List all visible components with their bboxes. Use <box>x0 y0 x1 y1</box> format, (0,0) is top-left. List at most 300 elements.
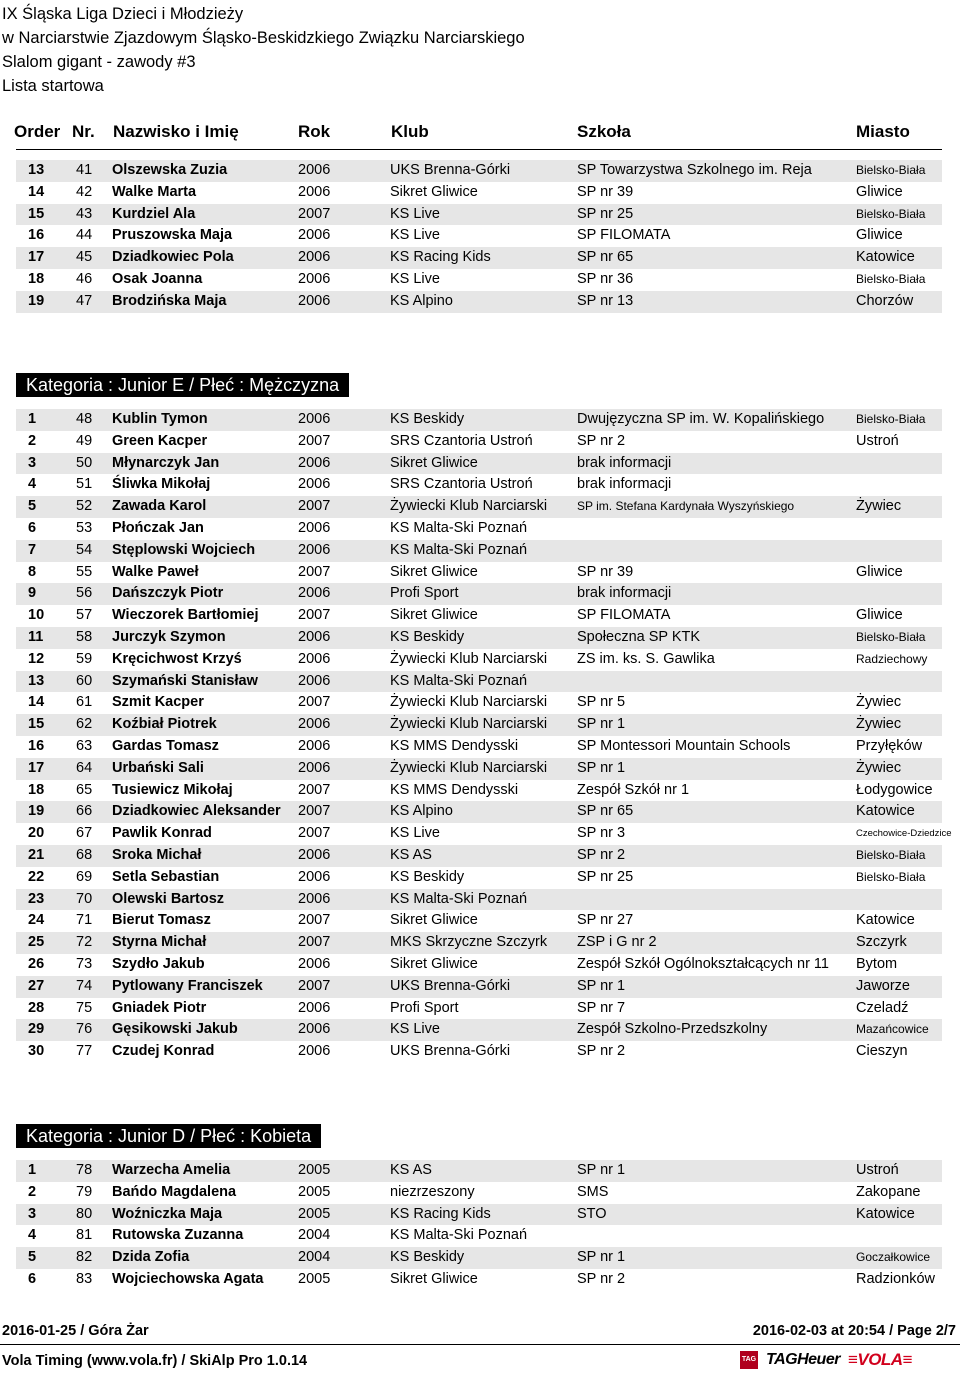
cell-name: Kurdziel Ala <box>112 205 196 222</box>
cell-club: KS MMS Dendysski <box>390 781 519 798</box>
cell-nr: 81 <box>76 1227 93 1244</box>
cell-order: 10 <box>28 607 45 624</box>
table-row <box>16 736 942 758</box>
cell-club: niezrzeszony <box>390 1183 475 1200</box>
cell-school: SP nr 25 <box>577 205 634 222</box>
cell-nr: 59 <box>76 650 93 667</box>
cell-nr: 44 <box>76 227 93 244</box>
cell-nr: 50 <box>76 454 93 471</box>
cell-name: Osak Joanna <box>112 270 203 287</box>
cell-order: 23 <box>28 890 45 907</box>
cell-year: 2007 <box>298 432 331 449</box>
cell-city: Bielsko-Biała <box>856 206 926 221</box>
cell-city: Bielsko-Biała <box>856 412 926 426</box>
cell-order: 1 <box>28 1162 37 1178</box>
cell-school: Zespół Szkół Ogólnokształcących nr 11 <box>577 955 829 972</box>
col-nr: Nr. <box>72 122 95 141</box>
cell-name: Dańszczyk Piotr <box>112 585 224 602</box>
cell-name: Setla Sebastian <box>112 868 220 885</box>
footer-software: Vola Timing (www.vola.fr) / SkiAlp Pro 1.0.14 <box>2 1353 308 1369</box>
table-row <box>16 845 942 867</box>
cell-year: 2006 <box>298 411 331 427</box>
cell-nr: 71 <box>76 912 93 929</box>
cell-order: 15 <box>28 205 45 222</box>
cell-year: 2007 <box>298 563 331 580</box>
cell-order: 30 <box>28 1043 45 1060</box>
cell-year: 2005 <box>298 1183 331 1200</box>
cell-order: 5 <box>28 1249 37 1266</box>
cell-year: 2006 <box>298 846 331 863</box>
cell-order: 21 <box>28 846 45 863</box>
cell-order: 28 <box>28 999 45 1016</box>
cell-city: Gliwice <box>856 227 903 244</box>
cell-order: 16 <box>28 227 45 244</box>
cell-nr: 76 <box>76 1021 93 1038</box>
cell-name: Warzecha Amelia <box>112 1162 231 1178</box>
cell-nr: 61 <box>76 694 93 711</box>
cell-nr: 60 <box>76 672 93 689</box>
cell-school: SP nr 25 <box>577 868 634 885</box>
cell-year: 2006 <box>298 650 331 667</box>
cell-school: SP Montessori Mountain Schools <box>577 737 791 754</box>
cell-school: SMS <box>577 1183 609 1200</box>
table-row <box>16 998 942 1020</box>
cell-year: 2004 <box>298 1249 331 1266</box>
cell-order: 15 <box>28 716 45 733</box>
table-row <box>16 562 942 584</box>
cell-city: Katowice <box>856 1205 915 1222</box>
cell-year: 2007 <box>298 781 331 798</box>
cell-club: SRS Czantoria Ustroń <box>390 476 533 493</box>
cell-order: 14 <box>28 694 45 711</box>
cell-nr: 51 <box>76 476 93 493</box>
table-row <box>16 801 942 823</box>
cell-year: 2006 <box>298 227 331 244</box>
cell-order: 20 <box>28 825 45 842</box>
cell-nr: 67 <box>76 825 93 842</box>
table-row <box>16 671 942 693</box>
cell-club: Żywiecki Klub Narciarski <box>390 498 548 515</box>
col-year: Rok <box>298 122 331 141</box>
tag-heuer-shield-icon: TAG <box>740 1351 758 1369</box>
cell-year: 2005 <box>298 1205 331 1222</box>
cell-name: Rutowska Zuzanna <box>112 1227 244 1244</box>
cell-order: 16 <box>28 737 45 754</box>
footer-rule <box>0 1344 960 1345</box>
cell-order: 13 <box>28 162 45 178</box>
cell-school: SP nr 5 <box>577 694 626 711</box>
cell-city: Katowice <box>856 249 915 266</box>
cell-club: SRS Czantoria Ustroń <box>390 432 533 449</box>
cell-club: Sikret Gliwice <box>390 183 478 200</box>
cell-club: KS Alpino <box>390 292 453 309</box>
cell-club: KS Live <box>390 1021 440 1038</box>
table-row <box>16 409 942 431</box>
cell-city: Gliwice <box>856 183 903 200</box>
cell-order: 19 <box>28 803 45 820</box>
table-row <box>16 540 942 562</box>
cell-club: UKS Brenna-Górki <box>390 162 511 178</box>
cell-school: SP FILOMATA <box>577 607 671 624</box>
cell-school: SP nr 1 <box>577 1249 626 1266</box>
cell-club: UKS Brenna-Górki <box>390 977 511 994</box>
cell-order: 6 <box>28 1270 37 1287</box>
cell-school: SP nr 65 <box>577 249 634 266</box>
cell-nr: 42 <box>76 183 93 200</box>
cell-name: Kublin Tymon <box>112 411 208 427</box>
cell-year: 2005 <box>298 1162 331 1178</box>
cell-name: Młynarczyk Jan <box>112 454 220 471</box>
cell-order: 29 <box>28 1021 45 1038</box>
cell-school: ZS im. ks. S. Gawlika <box>577 650 715 667</box>
cell-school: SP nr 39 <box>577 183 634 200</box>
cell-year: 2006 <box>298 249 331 266</box>
cell-order: 27 <box>28 977 45 994</box>
cell-school: Zespół Szkolno-Przedszkolny <box>577 1021 768 1038</box>
cell-year: 2006 <box>298 183 331 200</box>
table-row <box>16 1269 942 1291</box>
cell-name: Wieczorek Bartłomiej <box>112 607 259 624</box>
cell-year: 2006 <box>298 999 331 1016</box>
cell-club: KS Beskidy <box>390 868 465 885</box>
cell-nr: 79 <box>76 1183 93 1200</box>
cell-club: Sikret Gliwice <box>390 454 478 471</box>
category-header-junior-e-m: Kategoria : Junior E / Płeć : Mężczyzna <box>16 373 349 397</box>
cell-club: UKS Brenna-Górki <box>390 1043 511 1060</box>
cell-club: KS Malta-Ski Poznań <box>390 672 528 689</box>
cell-year: 2006 <box>298 162 331 178</box>
cell-city: Katowice <box>856 803 915 820</box>
sponsor-logos <box>740 1349 912 1371</box>
cell-year: 2006 <box>298 759 331 776</box>
cell-order: 8 <box>28 563 37 580</box>
cell-school: Społeczna SP KTK <box>577 628 701 645</box>
cell-name: Walke Marta <box>112 183 197 200</box>
cell-nr: 46 <box>76 270 93 287</box>
cell-order: 25 <box>28 934 45 951</box>
cell-year: 2007 <box>298 912 331 929</box>
cell-name: Bierut Tomasz <box>112 912 211 929</box>
table-row <box>16 714 942 736</box>
cell-order: 14 <box>28 183 45 200</box>
cell-year: 2006 <box>298 519 331 536</box>
cell-order: 22 <box>28 868 45 885</box>
cell-club: KS Malta-Ski Poznań <box>390 1227 528 1244</box>
cell-club: KS Malta-Ski Poznań <box>390 519 528 536</box>
cell-name: Dziadkowiec Pola <box>112 249 234 266</box>
cell-year: 2007 <box>298 607 331 624</box>
cell-club: Profi Sport <box>390 999 459 1016</box>
cell-year: 2006 <box>298 868 331 885</box>
cell-name: Walke Paweł <box>112 563 199 580</box>
cell-school: SP Towarzystwa Szkolnego im. Reja <box>577 162 812 178</box>
cell-nr: 69 <box>76 868 93 885</box>
cell-year: 2005 <box>298 1270 331 1287</box>
cell-club: Żywiecki Klub Narciarski <box>390 716 548 733</box>
table-row <box>16 204 942 226</box>
table-row <box>16 474 942 496</box>
cell-year: 2006 <box>298 270 331 287</box>
cell-name: Urbański Sali <box>112 759 204 776</box>
cell-year: 2007 <box>298 498 331 515</box>
footer-printed: 2016-02-03 at 20:54 / Page 2/7 <box>752 1323 956 1339</box>
cell-order: 4 <box>28 1227 37 1244</box>
cell-city: Szczyrk <box>856 934 907 951</box>
league-title: IX Śląska Liga Dzieci i Młodzieży <box>2 5 244 23</box>
cell-nr: 58 <box>76 628 93 645</box>
cell-school: SP nr 27 <box>577 912 634 929</box>
cell-nr: 54 <box>76 541 93 558</box>
cell-year: 2007 <box>298 694 331 711</box>
cell-nr: 55 <box>76 563 93 580</box>
cell-club: KS AS <box>390 846 432 863</box>
cell-school: SP nr 1 <box>577 1162 626 1178</box>
cell-school: STO <box>577 1205 607 1222</box>
table-row <box>16 932 942 954</box>
cell-city: Zakopane <box>856 1183 921 1200</box>
cell-school: SP im. Stefana Kardynała Wyszyńskiego <box>577 499 795 514</box>
cell-club: KS AS <box>390 1162 432 1178</box>
table-row <box>16 692 942 714</box>
cell-order: 2 <box>28 432 37 449</box>
cell-nr: 64 <box>76 759 93 776</box>
table-row <box>16 496 942 518</box>
cell-name: Tusiewicz Mikołaj <box>112 781 233 798</box>
cell-order: 5 <box>28 498 37 515</box>
cell-school: SP nr 1 <box>577 716 626 733</box>
cell-nr: 68 <box>76 846 93 863</box>
cell-order: 2 <box>28 1183 37 1200</box>
cell-city: Jaworze <box>856 977 910 994</box>
table-row <box>16 649 942 671</box>
cell-club: KS Live <box>390 227 440 244</box>
cell-order: 3 <box>28 454 37 471</box>
table-row <box>16 225 942 247</box>
cell-nr: 56 <box>76 585 93 602</box>
vola-logo: ≡VOLA≡ <box>847 1350 912 1369</box>
cell-nr: 65 <box>76 781 93 798</box>
cell-school: ZSP i G nr 2 <box>577 934 657 951</box>
table-row <box>16 1204 942 1226</box>
cell-nr: 75 <box>76 999 93 1016</box>
cell-school: SP nr 36 <box>577 270 634 287</box>
cell-nr: 52 <box>76 498 93 515</box>
cell-nr: 48 <box>76 411 93 427</box>
cell-club: KS Malta-Ski Poznań <box>390 890 528 907</box>
cell-nr: 70 <box>76 890 93 907</box>
table-row <box>16 976 942 998</box>
cell-name: Szydło Jakub <box>112 955 205 972</box>
list-title: Lista startowa <box>2 77 104 95</box>
cell-order: 11 <box>28 628 44 645</box>
cell-school: SP nr 7 <box>577 999 626 1016</box>
cell-year: 2006 <box>298 890 331 907</box>
cell-city: Goczałkowice <box>856 1250 931 1265</box>
footer-date-place: 2016-01-25 / Góra Żar <box>2 1323 149 1339</box>
cell-name: Woźniczka Maja <box>112 1205 223 1222</box>
cell-order: 13 <box>28 672 45 689</box>
cell-club: Żywiecki Klub Narciarski <box>390 650 548 667</box>
cell-name: Pawlik Konrad <box>112 825 212 842</box>
cell-year: 2006 <box>298 628 331 645</box>
table-section-1 <box>16 160 942 313</box>
cell-nr: 63 <box>76 737 93 754</box>
table-row <box>16 453 942 475</box>
col-city: Miasto <box>856 122 910 141</box>
cell-order: 3 <box>28 1205 37 1222</box>
cell-school: SP nr 2 <box>577 846 626 863</box>
cell-nr: 78 <box>76 1162 93 1178</box>
cell-school: SP FILOMATA <box>577 227 671 244</box>
table-section-2 <box>16 409 952 1063</box>
cell-year: 2006 <box>298 955 331 972</box>
cell-year: 2004 <box>298 1227 331 1244</box>
tag-heuer-logo: TAGHeuer <box>766 1351 840 1368</box>
cell-name: Bańdo Magdalena <box>112 1183 237 1200</box>
table-row <box>16 867 942 889</box>
cell-order: 26 <box>28 955 45 972</box>
cell-city: Radziechowy <box>856 651 928 666</box>
cell-name: Dziadkowiec Aleksander <box>112 803 281 820</box>
cell-school: Dwujęzyczna SP im. W. Kopalińskiego <box>577 411 825 427</box>
cell-nr: 66 <box>76 803 93 820</box>
cell-club: Profi Sport <box>390 585 459 602</box>
col-school: Szkoła <box>577 122 631 141</box>
table-row <box>16 583 942 605</box>
cell-name: Olewski Bartosz <box>112 890 225 907</box>
cell-nr: 62 <box>76 716 93 733</box>
cell-city: Czechowice-Dziedzice <box>856 828 952 840</box>
cell-club: KS Beskidy <box>390 1249 465 1266</box>
table-row <box>16 247 942 269</box>
league-subtitle: w Narciarstwie Zjazdowym Śląsko-Beskidzkiego Związku Narciarskiego <box>2 29 525 47</box>
cell-club: KS Malta-Ski Poznań <box>390 541 528 558</box>
cell-club: Sikret Gliwice <box>390 955 478 972</box>
cell-club: KS Live <box>390 825 440 842</box>
cell-year: 2007 <box>298 825 331 842</box>
cell-city: Katowice <box>856 912 915 929</box>
table-row <box>16 1182 942 1204</box>
cell-city: Gliwice <box>856 563 903 580</box>
category-header-junior-d-k: Kategoria : Junior D / Płeć : Kobieta <box>16 1124 321 1148</box>
cell-name: Pruszowska Maja <box>112 227 233 244</box>
cell-order: 6 <box>28 519 37 536</box>
cell-name: Dzida Zofia <box>112 1249 190 1266</box>
table-row <box>16 889 942 911</box>
cell-city: Żywiec <box>856 716 902 733</box>
cell-club: KS Live <box>390 205 440 222</box>
cell-nr: 83 <box>76 1270 93 1287</box>
cell-order: 18 <box>28 270 45 287</box>
cell-city: Ustroń <box>856 432 899 449</box>
cell-club: KS Racing Kids <box>390 249 491 266</box>
cell-club: KS Beskidy <box>390 628 465 645</box>
cell-order: 17 <box>28 249 45 266</box>
table-row <box>16 758 942 780</box>
cell-club: KS Racing Kids <box>390 1205 491 1222</box>
table-row <box>16 1019 942 1041</box>
cell-year: 2007 <box>298 803 331 820</box>
cell-year: 2006 <box>298 1021 331 1038</box>
col-order: Order <box>14 122 61 141</box>
cell-club: KS Live <box>390 270 440 287</box>
cell-school: SP nr 2 <box>577 1270 626 1287</box>
cell-year: 2006 <box>298 454 331 471</box>
cell-name: Kręcichwost Krzyś <box>112 650 242 667</box>
cell-order: 17 <box>28 759 45 776</box>
cell-order: 1 <box>28 411 37 427</box>
cell-year: 2006 <box>298 716 331 733</box>
cell-school: brak informacji <box>577 585 672 602</box>
cell-nr: 45 <box>76 249 93 266</box>
cell-club: KS Beskidy <box>390 411 465 427</box>
cell-nr: 74 <box>76 977 93 994</box>
cell-order: 12 <box>28 650 45 667</box>
cell-city: Bielsko-Biała <box>856 163 926 177</box>
cell-nr: 53 <box>76 519 93 536</box>
table-row <box>16 627 942 649</box>
table-row <box>16 1041 942 1063</box>
cell-city: Cieszyn <box>856 1043 908 1060</box>
cell-name: Sroka Michał <box>112 846 202 863</box>
cell-order: 7 <box>28 541 37 558</box>
cell-year: 2006 <box>298 1043 331 1060</box>
cell-name: Gęsikowski Jakub <box>112 1021 238 1038</box>
cell-city: Bielsko-Biała <box>856 847 926 862</box>
cell-name: Gardas Tomasz <box>112 737 219 754</box>
cell-club: Sikret Gliwice <box>390 912 478 929</box>
table-row <box>16 182 942 204</box>
cell-year: 2006 <box>298 737 331 754</box>
document-header <box>2 2 525 98</box>
cell-school: SP nr 65 <box>577 803 634 820</box>
cell-name: Olszewska Zuzia <box>112 162 228 178</box>
cell-name: Szmit Kacper <box>112 694 204 711</box>
cell-school: SP nr 1 <box>577 977 626 994</box>
cell-nr: 41 <box>76 162 93 178</box>
table-row <box>16 518 942 540</box>
cell-year: 2006 <box>298 672 331 689</box>
cell-school: brak informacji <box>577 454 672 471</box>
cell-city: Bielsko-Biała <box>856 629 926 644</box>
cell-nr: 43 <box>76 205 93 222</box>
cell-nr: 73 <box>76 955 93 972</box>
table-row <box>16 1247 942 1269</box>
cell-year: 2006 <box>298 476 331 493</box>
cell-year: 2007 <box>298 205 331 222</box>
cell-city: Mazańcowice <box>856 1022 929 1037</box>
cell-year: 2006 <box>298 585 331 602</box>
cell-city: Bytom <box>856 955 898 972</box>
cell-city: Żywiec <box>856 498 902 515</box>
cell-nr: 77 <box>76 1043 93 1060</box>
cell-name: Brodzińska Maja <box>112 292 227 309</box>
cell-order: 18 <box>28 781 45 798</box>
cell-school: SP nr 13 <box>577 292 634 309</box>
cell-name: Jurczyk Szymon <box>112 628 226 645</box>
cell-school: SP nr 1 <box>577 759 626 776</box>
table-row <box>16 1225 942 1247</box>
cell-name: Styrna Michał <box>112 934 207 951</box>
cell-city: Chorzów <box>856 292 914 309</box>
cell-name: Zawada Karol <box>112 498 207 515</box>
cell-city: Łodygowice <box>856 781 933 798</box>
cell-nr: 82 <box>76 1249 93 1266</box>
cell-city: Bielsko-Biała <box>856 271 926 286</box>
cell-year: 2006 <box>298 541 331 558</box>
cell-year: 2007 <box>298 977 331 994</box>
cell-club: Żywiecki Klub Narciarski <box>390 759 548 776</box>
